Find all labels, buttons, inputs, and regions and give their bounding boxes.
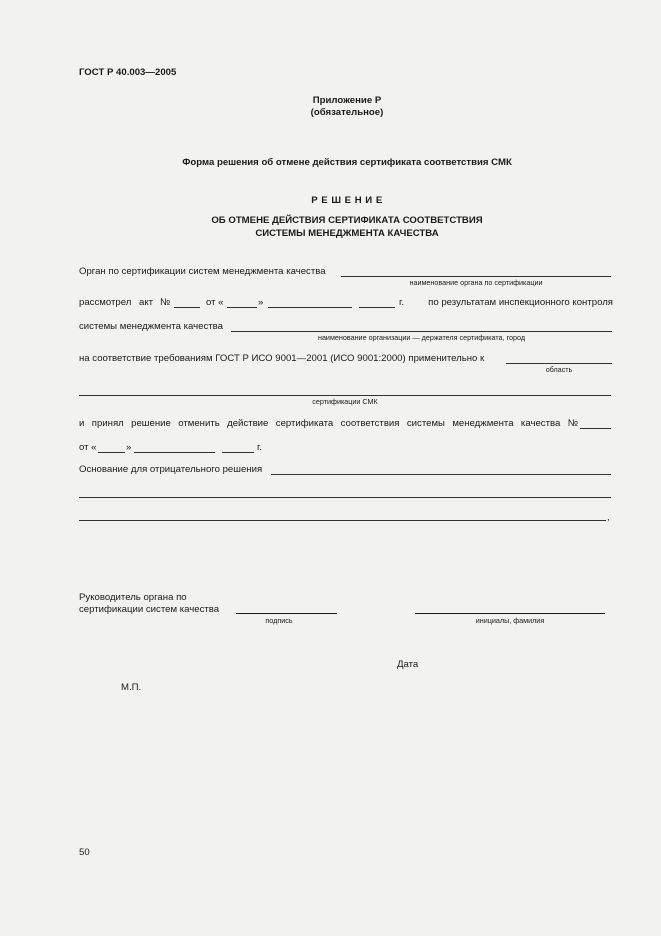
decision-heading: Р Е Ш Е Н И Е xyxy=(311,195,383,206)
decision-year-suffix: г. xyxy=(257,442,262,453)
date-label: Дата xyxy=(397,659,419,670)
area-field[interactable] xyxy=(506,363,612,364)
organization-caption: наименование организации — держателя сертификата, город xyxy=(317,333,526,342)
organ-name-field[interactable] xyxy=(341,276,611,277)
standard-code: ГОСТ Р 40.003—2005 xyxy=(79,67,177,78)
decision-subheading-2: СИСТЕМЫ МЕНЕДЖМЕНТА КАЧЕСТВА xyxy=(255,228,439,239)
act-day-field[interactable] xyxy=(227,307,257,308)
signature-title-2: сертификации систем качества xyxy=(79,604,220,615)
decision-day-field[interactable] xyxy=(98,452,125,453)
form-title: Форма решения об отмене действия сертификата соответствия СМК xyxy=(182,157,512,168)
appendix-note: (обязательное) xyxy=(310,107,384,118)
basis-field-2[interactable] xyxy=(79,497,611,498)
organ-caption: наименование органа по сертификации xyxy=(409,278,543,287)
signature-caption: подпись xyxy=(265,616,293,625)
act-year-field[interactable] xyxy=(359,307,395,308)
signature-title-1: Руководитель органа по xyxy=(79,592,187,603)
compliance-label: на соответствие требованиям ГОСТ Р ИСО 9001—2001 (ИСО 9001:2000) применительно к xyxy=(79,353,485,364)
act-year-suffix: г. xyxy=(399,297,404,308)
number-sign: № xyxy=(160,297,171,308)
trailing-comma: , xyxy=(607,512,610,523)
page-number: 50 xyxy=(79,847,90,858)
decision-subheading-1: ОБ ОТМЕНЕ ДЕЙСТВИЯ СЕРТИФИКАТА СООТВЕТСТВИЯ xyxy=(211,215,483,226)
basis-field-1[interactable] xyxy=(271,474,611,475)
organ-label: Орган по сертификации систем менеджмента качества xyxy=(79,266,326,277)
basis-label: Основание для отрицательного решения xyxy=(79,464,263,475)
area-caption: область xyxy=(545,365,573,374)
act-date-from: от « xyxy=(206,297,224,308)
certification-field[interactable] xyxy=(79,395,611,396)
act-month-field[interactable] xyxy=(268,307,352,308)
act-number-field[interactable] xyxy=(174,307,200,308)
decided-label: и принял решение отменить действие сертификата соответствия системы менеджмента качества № xyxy=(79,418,578,429)
system-label: системы менеджмента качества xyxy=(79,321,223,332)
decision-year-field[interactable] xyxy=(222,452,254,453)
certification-caption: сертификации СМК xyxy=(312,397,378,406)
name-field[interactable] xyxy=(415,613,605,614)
reviewed-label: рассмотрел xyxy=(79,297,132,308)
decision-month-field[interactable] xyxy=(134,452,215,453)
act-label: акт xyxy=(139,297,154,308)
stamp-label: М.П. xyxy=(121,682,142,693)
act-date-quote: » xyxy=(258,297,264,308)
organization-field[interactable] xyxy=(231,331,612,332)
decision-date-quote: » xyxy=(126,442,132,453)
appendix-title: Приложение Р xyxy=(312,95,382,106)
basis-field-3[interactable] xyxy=(79,520,606,521)
decision-date-from: от « xyxy=(79,442,97,453)
results-label: по результатам инспекционного контроля xyxy=(428,297,613,308)
certificate-number-field[interactable] xyxy=(580,428,611,429)
name-caption: инициалы, фамилия xyxy=(475,616,545,625)
signature-field[interactable] xyxy=(236,613,337,614)
